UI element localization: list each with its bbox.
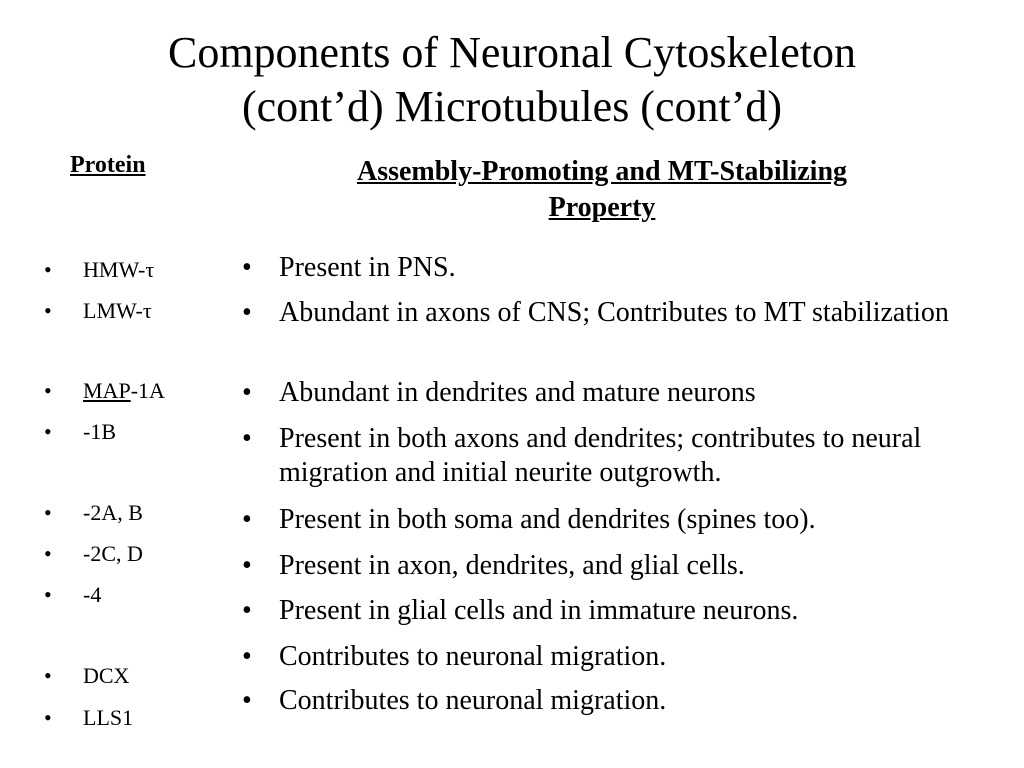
property-text: Abundant in dendrites and mature neurons xyxy=(279,377,756,408)
property-item xyxy=(242,549,962,583)
property-text: Contributes to neuronal migration. xyxy=(279,685,667,716)
property-text: Abundant in axons of CNS; Contributes to MT stabilization xyxy=(279,297,949,328)
protein-column-header: Protein xyxy=(70,152,146,178)
protein-label: DCX xyxy=(83,663,130,688)
property-item xyxy=(242,422,962,490)
protein-label: -1B xyxy=(83,419,116,444)
bullet-icon: • xyxy=(242,550,252,581)
bullet-icon: • xyxy=(44,582,52,607)
property-item xyxy=(242,503,962,537)
property-text: Present in both axons and dendrites; contributes to neural migration and initial neurite outgrowth. xyxy=(279,423,922,488)
property-column-header xyxy=(282,154,922,226)
map-abbreviation: MAP xyxy=(83,378,131,403)
bullet-icon: • xyxy=(242,685,252,716)
slide-title-line-1: Components of Neuronal Cytoskeleton xyxy=(167,28,856,77)
bullet-icon: • xyxy=(44,705,52,730)
bullet-icon: • xyxy=(242,641,252,672)
property-item xyxy=(242,296,962,330)
property-item xyxy=(242,684,962,718)
bullet-icon: • xyxy=(242,504,252,535)
property-header-line-2: Property xyxy=(548,192,656,223)
bullet-icon: • xyxy=(44,541,52,566)
protein-label xyxy=(83,377,165,405)
property-item xyxy=(242,251,962,285)
bullet-icon: • xyxy=(242,595,252,626)
bullet-icon: • xyxy=(44,500,52,525)
protein-label: HMW-τ xyxy=(83,257,155,282)
bullet-icon: • xyxy=(44,378,52,403)
protein-label: -4 xyxy=(83,582,102,607)
property-item xyxy=(242,376,962,410)
bullet-icon: • xyxy=(242,252,252,283)
property-item xyxy=(242,594,962,628)
property-text: Present in both soma and dendrites (spines too). xyxy=(279,504,816,535)
property-text: Contributes to neuronal migration. xyxy=(279,641,667,672)
protein-label: LMW-τ xyxy=(83,298,152,323)
bullet-icon: • xyxy=(44,298,52,323)
map-suffix: -1A xyxy=(130,378,165,403)
bullet-icon: • xyxy=(44,663,52,688)
bullet-icon: • xyxy=(44,257,52,282)
slide-title xyxy=(0,26,1024,134)
protein-label: LLS1 xyxy=(83,705,134,730)
bullet-icon: • xyxy=(242,297,252,328)
protein-label: -2A, B xyxy=(83,500,143,525)
property-header-line-1: Assembly-Promoting and MT-Stabilizing xyxy=(356,156,848,187)
property-item xyxy=(242,640,962,674)
property-text: Present in glial cells and in immature neurons. xyxy=(279,595,799,626)
protein-label: -2C, D xyxy=(83,541,143,566)
property-text: Present in axon, dendrites, and glial cells. xyxy=(279,550,745,581)
slide-title-line-2: (cont’d) Microtubules (cont’d) xyxy=(241,82,783,131)
bullet-icon: • xyxy=(242,377,252,408)
bullet-icon: • xyxy=(44,419,52,444)
bullet-icon: • xyxy=(242,423,252,454)
property-text: Present in PNS. xyxy=(279,252,456,283)
